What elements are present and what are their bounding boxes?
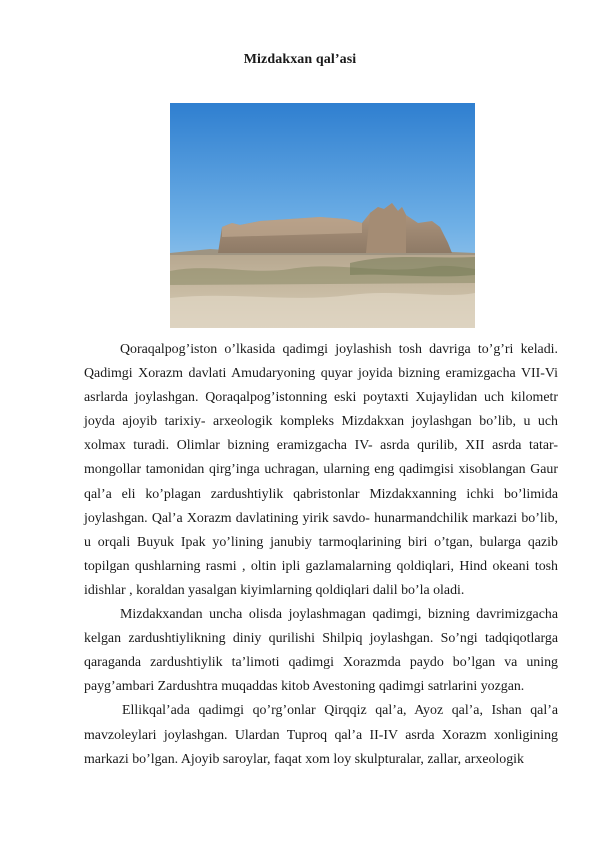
photo-graphic	[170, 103, 475, 328]
fortress-ruins-photo	[170, 103, 475, 328]
page-title: Mizdakxan qal’asi	[243, 52, 357, 67]
paragraph: Mizdakxandan uncha olisda joylashmagan qadimgi, bizning davrimizgacha kelgan zardushtiylikning diniy qurilishi Shilpiq joylashgan. So’ngi tadqiqotlarga qaraganda zardushtiylik ta’limoti qadimgi Xorazmda paydo bo’lgan va uning payg’ambari Zardushtra muqaddas kitob Avestoning qadimgi satrlarini yozgan.	[84, 607, 558, 695]
foreground	[170, 293, 475, 328]
paragraph: Ellikqal’ada qadimgi qo’rg’onlar Qirqqiz qal’a, Ayoz qal’a, Ishan qal’a mavzoleylari joylashgan. Ulardan Tuproq qal’a II-IV asrda Xorazm xonligining markazi bo’lgan. Ajoyib saroylar, faqat xom loy skulpturalar, zallar, arxeologik	[84, 703, 558, 767]
shrubs-right	[350, 257, 475, 276]
body-text	[84, 338, 558, 772]
paragraph: Qoraqalpog’iston o’lkasida qadimgi joylashish tosh davriga to’g’ri keladi. Qadimgi Xorazm davlati Amudaryoning quyar joyida bizning eramizgacha VII-Vi asrlarda joylashgan. Qoraqalpog’istonning eski poytaxti Xujaylidan uch kilometr joyda ajoyib tarixiy- arxeologik kompleks Mizdakxan joylashgan bo’lib, u uch xolmax turadi. Olimlar bizning eramizgacha IV- asrda qurilib, XII asrda tatar-mongollar tamonidan qirg’inga uchragan, ularning eng qadimgisi xisoblangan Gaur qal’a eli ko’plagan zardushtiylik qabristonlar Mizdakxanning ichki bo’limida joylashgan. Qal’a Xorazm davlatining yirik savdo- hunarmandchilik markazi bo’lib, u orqali Buyuk Ipak yo’lining janubiy tarmoqlarining biri o’tgan, bularga qazib topilgan qushlarning rasmi , oltin ipli gazlamalarning qoldiqlari, Hind okeani tosh idishlar , koraldan yasalgan kiyimlarning qoldiqlari dalil bo’la oladi.	[84, 342, 558, 598]
